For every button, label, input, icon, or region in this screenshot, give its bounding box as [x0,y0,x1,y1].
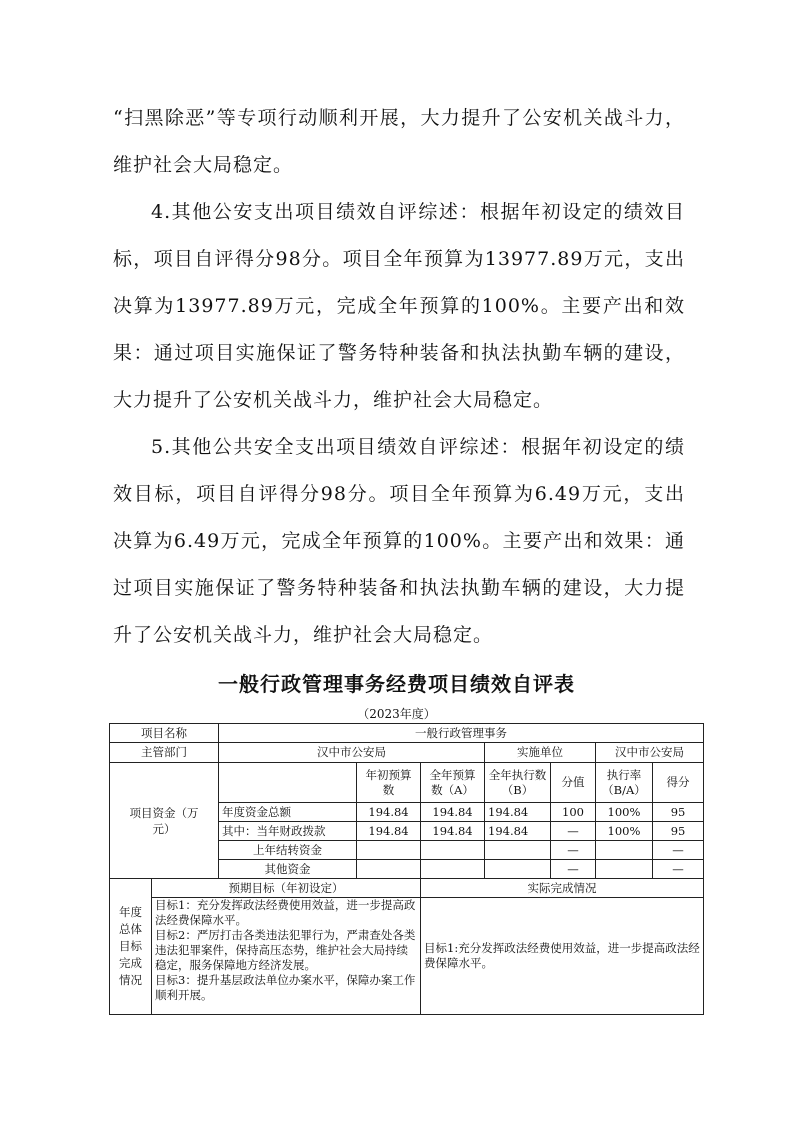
impl-value: 汉中市公安局 [596,743,704,763]
row-score: 95 [653,822,704,841]
funds-label [110,763,219,879]
header-full-budget: 全年预算数（A） [421,763,485,803]
row-executed: 194.84 [485,822,551,841]
row-initial [357,860,421,879]
row-full [421,841,485,860]
expected-goal-1: 目标1：充分发挥政法经费使用效益，进一步提高政法经费保障水平。 [155,898,416,927]
row-label: 其他资金 [219,860,357,879]
table-year: （2023年度） [357,707,436,721]
row-label: 其中：当年财政拨款 [219,822,357,841]
table-title: 一般行政管理事务经费项目绩效自评表 [218,672,575,696]
row-executed: 194.84 [485,803,551,822]
row-rate [596,841,653,860]
row-score: 95 [653,803,704,822]
row-label: 上年结转资金 [219,841,357,860]
row-executed [485,841,551,860]
paragraph-item-4: 4.其他公安支出项目绩效自评综述：根据年初设定的绩效目标，项目自评得分98分。项目全年预算为13977.89万元，支出决算为13977.89万元，完成全年预算的100%。主要产出和效果：通过项目实施保证了警务特种装备和执法执勤车辆的建设，大力提升了公安机关战斗力，维护社会大局稳定。 [113,201,685,411]
row-weight: — [551,822,596,841]
row-initial: 194.84 [357,803,421,822]
row-initial: 194.84 [357,822,421,841]
goals-label-text: 年度总体目标完成情况 [119,905,142,987]
expected-goal-3: 目标3：提升基层政法单位办案水平，保障办案工作顺利开展。 [155,973,416,1002]
paragraph-item-5: 5.其他公共安全支出项目绩效自评综述：根据年初设定的绩效目标，项目自评得分98分。项目全年预算为6.49万元，支出决算为6.49万元，完成全年预算的100%。主要产出和效果：通过项目实施保证了警务特种装备和执法执勤车辆的建设，大力提升了公安机关战斗力，维护社会大局稳定。 [113,436,685,646]
actual-completion-cell [421,898,704,1015]
actual-header: 实际完成情况 [421,879,704,898]
actual-completion-text: 目标1:充分发挥政法经费使用效益，进一步提高政法经费保障水平。 [424,941,700,970]
row-score: — [653,841,704,860]
project-name-label: 项目名称 [110,724,219,743]
row-weight: — [551,841,596,860]
row-executed [485,860,551,879]
header-score-weight: 分值 [551,763,596,803]
header-initial-budget: 年初预算数 [357,763,421,803]
header-exec-rate: 执行率（B/A） [596,763,653,803]
row-initial [357,841,421,860]
evaluation-table [109,723,704,1015]
header-score: 得分 [653,763,704,803]
row-full [421,860,485,879]
row-full: 194.84 [421,803,485,822]
goals-label [110,879,152,1015]
expected-goal-2: 目标2：严厉打击各类违法犯罪行为，严肃查处各类违法犯罪案件，保持高压态势，维护社会大局持续稳定，服务保障地方经济发展。 [155,928,416,972]
row-rate [596,860,653,879]
row-score: — [653,860,704,879]
header-blank [219,763,357,803]
funds-label-text: 项目资金（万元） [129,805,199,836]
row-rate: 100% [596,803,653,822]
row-label: 年度资金总额 [219,803,357,822]
project-name-value: 一般行政管理事务 [219,724,704,743]
row-weight: 100 [551,803,596,822]
impl-label: 实施单位 [485,743,596,763]
dept-label: 主管部门 [110,743,219,763]
paragraph-continuation: “扫黑除恶”等专项行动顺利开展，大力提升了公安机关战斗力，维护社会大局稳定。 [113,107,685,176]
row-rate: 100% [596,822,653,841]
dept-value: 汉中市公安局 [219,743,485,763]
row-full: 194.84 [421,822,485,841]
expected-header: 预期目标（年初设定） [152,879,421,898]
expected-goals-cell [152,898,421,1015]
row-weight: — [551,860,596,879]
header-executed: 全年执行数（B） [485,763,551,803]
